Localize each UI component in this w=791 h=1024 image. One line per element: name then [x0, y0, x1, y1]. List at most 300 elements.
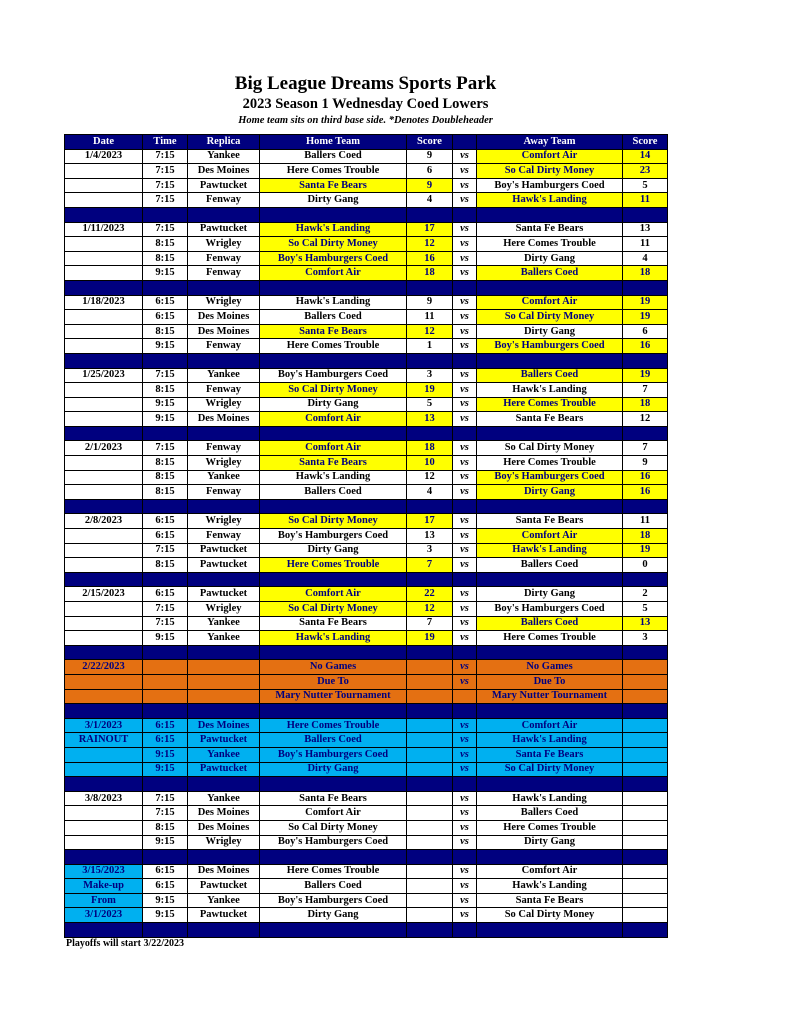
away-team: No Games	[477, 660, 623, 675]
field-replica: Yankee	[188, 470, 260, 485]
home-team: Ballers Coed	[260, 879, 407, 894]
separator-cell	[260, 777, 407, 792]
game-row	[65, 310, 668, 325]
separator-cell	[407, 645, 453, 660]
separator-cell	[407, 426, 453, 441]
home-team: Dirty Gang	[260, 193, 407, 208]
game-time: 9:15	[143, 762, 188, 777]
game-row	[65, 251, 668, 266]
game-date	[65, 529, 143, 544]
home-score: 12	[407, 470, 453, 485]
home-score: 19	[407, 383, 453, 398]
game-date	[65, 602, 143, 617]
week-separator	[65, 645, 668, 660]
home-score	[407, 791, 453, 806]
away-team: Here Comes Trouble	[477, 631, 623, 646]
vs-label: vs	[453, 660, 477, 675]
game-row	[65, 339, 668, 354]
away-team: Ballers Coed	[477, 266, 623, 281]
week-separator	[65, 923, 668, 938]
field-replica: Pawtucket	[188, 587, 260, 602]
home-score: 18	[407, 441, 453, 456]
game-date	[65, 485, 143, 500]
separator-cell	[188, 645, 260, 660]
column-header: Replica	[188, 135, 260, 150]
separator-cell	[623, 353, 668, 368]
separator-cell	[407, 704, 453, 719]
game-date: 3/8/2023	[65, 791, 143, 806]
game-date: 1/25/2023	[65, 368, 143, 383]
game-time: 9:15	[143, 631, 188, 646]
separator-cell	[407, 923, 453, 938]
away-team: Boy's Hamburgers Coed	[477, 339, 623, 354]
away-score: 19	[623, 543, 668, 558]
away-team: So Cal Dirty Money	[477, 441, 623, 456]
separator-cell	[143, 645, 188, 660]
game-time: 9:15	[143, 266, 188, 281]
game-row	[65, 718, 668, 733]
home-team: Ballers Coed	[260, 310, 407, 325]
home-score: 7	[407, 616, 453, 631]
field-replica: Pawtucket	[188, 733, 260, 748]
away-score	[623, 835, 668, 850]
home-team: Santa Fe Bears	[260, 178, 407, 193]
separator-cell	[477, 923, 623, 938]
separator-cell	[407, 499, 453, 514]
game-row	[65, 543, 668, 558]
vs-label: vs	[453, 251, 477, 266]
game-date	[65, 543, 143, 558]
away-score	[623, 718, 668, 733]
vs-label: vs	[453, 222, 477, 237]
game-date: 1/4/2023	[65, 149, 143, 164]
game-time: 9:15	[143, 747, 188, 762]
game-row	[65, 164, 668, 179]
home-team: Ballers Coed	[260, 485, 407, 500]
home-score: 9	[407, 295, 453, 310]
home-team: Comfort Air	[260, 587, 407, 602]
field-replica: Des Moines	[188, 164, 260, 179]
home-team: Boy's Hamburgers Coed	[260, 368, 407, 383]
separator-cell	[453, 850, 477, 865]
home-team: Comfort Air	[260, 806, 407, 821]
game-time: 6:15	[143, 295, 188, 310]
vs-label: vs	[453, 514, 477, 529]
home-team: So Cal Dirty Money	[260, 237, 407, 252]
separator-cell	[477, 645, 623, 660]
away-score: 14	[623, 149, 668, 164]
field-replica: Pawtucket	[188, 558, 260, 573]
game-row	[65, 660, 668, 675]
away-team: Comfort Air	[477, 718, 623, 733]
away-score: 11	[623, 514, 668, 529]
home-team: Ballers Coed	[260, 733, 407, 748]
home-team: Boy's Hamburgers Coed	[260, 251, 407, 266]
home-team: Santa Fe Bears	[260, 324, 407, 339]
away-team: Comfort Air	[477, 529, 623, 544]
game-time: 8:15	[143, 383, 188, 398]
away-score: 2	[623, 587, 668, 602]
vs-label: vs	[453, 674, 477, 689]
game-row	[65, 412, 668, 427]
week-separator	[65, 850, 668, 865]
home-score: 13	[407, 412, 453, 427]
game-row	[65, 368, 668, 383]
separator-cell	[188, 850, 260, 865]
game-time: 7:15	[143, 806, 188, 821]
home-score: 17	[407, 222, 453, 237]
separator-cell	[143, 353, 188, 368]
game-time: 9:15	[143, 908, 188, 923]
game-row	[65, 631, 668, 646]
week-separator	[65, 207, 668, 222]
vs-label: vs	[453, 820, 477, 835]
game-time: 9:15	[143, 412, 188, 427]
separator-cell	[407, 353, 453, 368]
game-row	[65, 295, 668, 310]
field-replica: Wrigley	[188, 237, 260, 252]
game-date: 1/11/2023	[65, 222, 143, 237]
field-replica: Pawtucket	[188, 879, 260, 894]
column-header: Home Team	[260, 135, 407, 150]
vs-label: vs	[453, 178, 477, 193]
field-replica: Yankee	[188, 893, 260, 908]
field-replica: Wrigley	[188, 514, 260, 529]
separator-cell	[623, 499, 668, 514]
away-score: 5	[623, 178, 668, 193]
away-team: Comfort Air	[477, 295, 623, 310]
game-time: 8:15	[143, 558, 188, 573]
game-time: 9:15	[143, 397, 188, 412]
field-replica: Pawtucket	[188, 908, 260, 923]
field-replica: Fenway	[188, 529, 260, 544]
home-team: Hawk's Landing	[260, 631, 407, 646]
game-date	[65, 689, 143, 704]
game-time	[143, 689, 188, 704]
field-replica: Fenway	[188, 441, 260, 456]
separator-cell	[143, 207, 188, 222]
field-replica: Wrigley	[188, 397, 260, 412]
vs-label: vs	[453, 412, 477, 427]
away-team: Mary Nutter Tournament	[477, 689, 623, 704]
column-header: Time	[143, 135, 188, 150]
game-time: 6:15	[143, 514, 188, 529]
field-replica: Wrigley	[188, 295, 260, 310]
away-score: 18	[623, 397, 668, 412]
away-score	[623, 820, 668, 835]
field-replica: Fenway	[188, 266, 260, 281]
away-team: So Cal Dirty Money	[477, 164, 623, 179]
separator-cell	[453, 426, 477, 441]
vs-label: vs	[453, 149, 477, 164]
home-score	[407, 893, 453, 908]
field-replica: Fenway	[188, 193, 260, 208]
vs-label: vs	[453, 762, 477, 777]
away-team: Dirty Gang	[477, 324, 623, 339]
away-score: 11	[623, 237, 668, 252]
away-team: Ballers Coed	[477, 616, 623, 631]
game-time: 6:15	[143, 718, 188, 733]
away-team: Boy's Hamburgers Coed	[477, 178, 623, 193]
home-score: 12	[407, 602, 453, 617]
game-time: 8:15	[143, 251, 188, 266]
field-replica: Pawtucket	[188, 762, 260, 777]
game-row	[65, 908, 668, 923]
away-score	[623, 908, 668, 923]
vs-label: vs	[453, 310, 477, 325]
field-replica: Wrigley	[188, 602, 260, 617]
week-separator	[65, 572, 668, 587]
game-row	[65, 397, 668, 412]
vs-label: vs	[453, 806, 477, 821]
field-replica: Des Moines	[188, 412, 260, 427]
game-row	[65, 237, 668, 252]
away-team: Hawk's Landing	[477, 193, 623, 208]
home-team: Here Comes Trouble	[260, 339, 407, 354]
column-header: Away Team	[477, 135, 623, 150]
game-row	[65, 441, 668, 456]
game-date	[65, 339, 143, 354]
separator-cell	[477, 704, 623, 719]
week-separator	[65, 704, 668, 719]
game-time: 7:15	[143, 616, 188, 631]
game-row	[65, 324, 668, 339]
home-score	[407, 733, 453, 748]
game-row	[65, 864, 668, 879]
field-replica: Yankee	[188, 747, 260, 762]
separator-cell	[65, 207, 143, 222]
home-team: Hawk's Landing	[260, 222, 407, 237]
home-team: Dirty Gang	[260, 543, 407, 558]
separator-cell	[65, 923, 143, 938]
vs-label: vs	[453, 339, 477, 354]
game-row	[65, 733, 668, 748]
separator-cell	[477, 850, 623, 865]
home-team: Here Comes Trouble	[260, 164, 407, 179]
game-date: Make-up	[65, 879, 143, 894]
game-row	[65, 689, 668, 704]
vs-label: vs	[453, 529, 477, 544]
home-score: 3	[407, 543, 453, 558]
separator-cell	[143, 777, 188, 792]
game-row	[65, 820, 668, 835]
separator-cell	[407, 207, 453, 222]
game-time: 8:15	[143, 485, 188, 500]
away-score	[623, 747, 668, 762]
week-separator	[65, 280, 668, 295]
game-time: 6:15	[143, 587, 188, 602]
home-score: 18	[407, 266, 453, 281]
home-score	[407, 718, 453, 733]
away-team: Hawk's Landing	[477, 791, 623, 806]
game-date: From	[65, 893, 143, 908]
game-row	[65, 514, 668, 529]
home-team: So Cal Dirty Money	[260, 383, 407, 398]
schedule-note: Home team sits on third base side. *Denotes Doubleheader	[238, 115, 493, 126]
separator-cell	[453, 645, 477, 660]
game-date	[65, 631, 143, 646]
home-score: 13	[407, 529, 453, 544]
vs-label: vs	[453, 456, 477, 471]
separator-cell	[453, 923, 477, 938]
away-score: 18	[623, 529, 668, 544]
home-team: Hawk's Landing	[260, 295, 407, 310]
away-team: Santa Fe Bears	[477, 747, 623, 762]
game-time: 7:15	[143, 164, 188, 179]
away-team: Comfort Air	[477, 864, 623, 879]
field-replica: Des Moines	[188, 310, 260, 325]
vs-label: vs	[453, 441, 477, 456]
game-row	[65, 529, 668, 544]
game-time: 8:15	[143, 820, 188, 835]
separator-cell	[260, 572, 407, 587]
separator-cell	[188, 353, 260, 368]
field-replica: Des Moines	[188, 324, 260, 339]
separator-cell	[477, 426, 623, 441]
away-score: 19	[623, 310, 668, 325]
separator-cell	[65, 777, 143, 792]
game-date	[65, 806, 143, 821]
game-time: 6:15	[143, 864, 188, 879]
column-header: Score	[623, 135, 668, 150]
separator-cell	[623, 280, 668, 295]
home-team: Comfort Air	[260, 266, 407, 281]
separator-cell	[260, 426, 407, 441]
home-team: No Games	[260, 660, 407, 675]
home-team: Here Comes Trouble	[260, 718, 407, 733]
home-score	[407, 864, 453, 879]
game-time: 7:15	[143, 543, 188, 558]
vs-label: vs	[453, 470, 477, 485]
game-time: 6:15	[143, 879, 188, 894]
game-date	[65, 747, 143, 762]
game-date	[65, 820, 143, 835]
game-date: 2/1/2023	[65, 441, 143, 456]
home-team: Boy's Hamburgers Coed	[260, 529, 407, 544]
game-date	[65, 616, 143, 631]
separator-cell	[453, 207, 477, 222]
separator-cell	[260, 645, 407, 660]
home-team: Here Comes Trouble	[260, 558, 407, 573]
field-replica: Pawtucket	[188, 222, 260, 237]
game-date: 3/1/2023	[65, 908, 143, 923]
game-row	[65, 193, 668, 208]
game-date: 3/1/2023	[65, 718, 143, 733]
game-date: 2/8/2023	[65, 514, 143, 529]
home-score	[407, 879, 453, 894]
separator-cell	[453, 777, 477, 792]
home-score	[407, 908, 453, 923]
away-team: Here Comes Trouble	[477, 820, 623, 835]
field-replica: Yankee	[188, 368, 260, 383]
game-row	[65, 587, 668, 602]
game-row	[65, 806, 668, 821]
home-team: Comfort Air	[260, 441, 407, 456]
vs-label: vs	[453, 485, 477, 500]
away-team: Santa Fe Bears	[477, 412, 623, 427]
game-time: 9:15	[143, 893, 188, 908]
separator-cell	[188, 207, 260, 222]
game-time: 6:15	[143, 529, 188, 544]
game-row	[65, 383, 668, 398]
separator-cell	[623, 777, 668, 792]
separator-cell	[65, 353, 143, 368]
game-date	[65, 835, 143, 850]
away-team: Dirty Gang	[477, 835, 623, 850]
vs-label: vs	[453, 791, 477, 806]
game-row	[65, 791, 668, 806]
home-team: Dirty Gang	[260, 908, 407, 923]
game-date	[65, 397, 143, 412]
home-score: 12	[407, 324, 453, 339]
away-score	[623, 674, 668, 689]
game-row	[65, 149, 668, 164]
field-replica: Pawtucket	[188, 178, 260, 193]
game-row	[65, 178, 668, 193]
game-date	[65, 324, 143, 339]
game-time: 7:15	[143, 222, 188, 237]
away-score: 23	[623, 164, 668, 179]
home-score: 3	[407, 368, 453, 383]
vs-label: vs	[453, 835, 477, 850]
home-score: 5	[407, 397, 453, 412]
vs-label: vs	[453, 193, 477, 208]
game-row	[65, 879, 668, 894]
game-row	[65, 762, 668, 777]
home-score: 4	[407, 193, 453, 208]
separator-cell	[453, 572, 477, 587]
game-row	[65, 266, 668, 281]
column-header: Score	[407, 135, 453, 150]
vs-label: vs	[453, 864, 477, 879]
away-team: Ballers Coed	[477, 806, 623, 821]
separator-cell	[188, 280, 260, 295]
game-row	[65, 222, 668, 237]
vs-label: vs	[453, 368, 477, 383]
separator-cell	[188, 499, 260, 514]
away-team: So Cal Dirty Money	[477, 762, 623, 777]
vs-label: vs	[453, 908, 477, 923]
game-date: RAINOUT	[65, 733, 143, 748]
away-team: Santa Fe Bears	[477, 222, 623, 237]
separator-cell	[453, 280, 477, 295]
home-score: 9	[407, 149, 453, 164]
home-team: So Cal Dirty Money	[260, 820, 407, 835]
home-team: Here Comes Trouble	[260, 864, 407, 879]
separator-cell	[188, 704, 260, 719]
home-score: 7	[407, 558, 453, 573]
week-separator	[65, 777, 668, 792]
game-time: 7:15	[143, 193, 188, 208]
home-score: 6	[407, 164, 453, 179]
field-replica: Yankee	[188, 631, 260, 646]
separator-cell	[65, 704, 143, 719]
game-row	[65, 835, 668, 850]
vs-label: vs	[453, 718, 477, 733]
home-score	[407, 674, 453, 689]
game-date: 2/22/2023	[65, 660, 143, 675]
away-team: Here Comes Trouble	[477, 397, 623, 412]
schedule-table	[64, 134, 668, 938]
away-team: Here Comes Trouble	[477, 456, 623, 471]
separator-cell	[623, 645, 668, 660]
away-score: 16	[623, 485, 668, 500]
vs-label: vs	[453, 893, 477, 908]
separator-cell	[143, 426, 188, 441]
home-team: Due To	[260, 674, 407, 689]
game-time: 7:15	[143, 149, 188, 164]
game-time: 7:15	[143, 602, 188, 617]
